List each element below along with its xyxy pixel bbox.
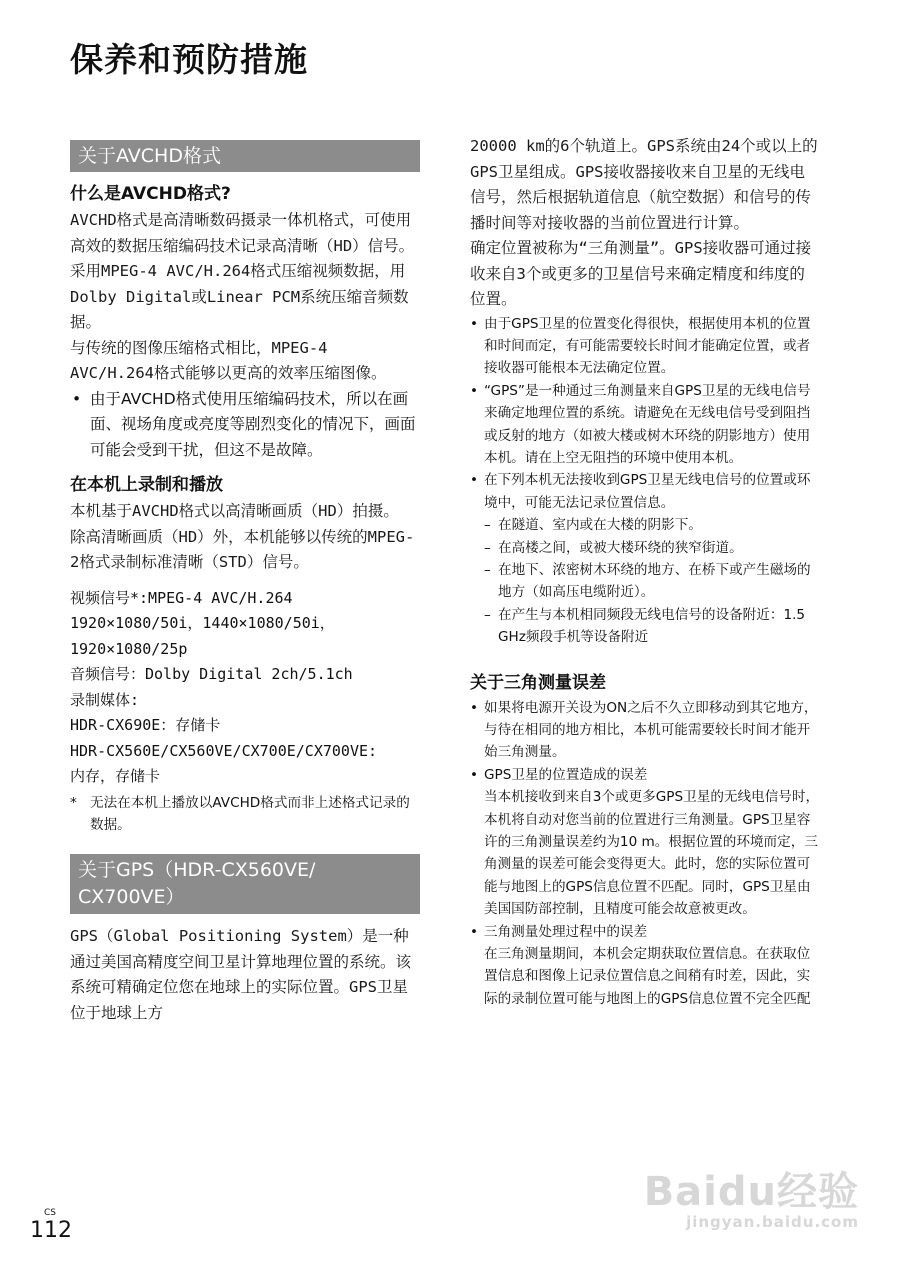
dash-item-underground bbox=[484, 559, 820, 604]
bullet-mark: • bbox=[470, 315, 479, 332]
page-number: 112 bbox=[30, 1218, 72, 1243]
bullet-gps-position-change bbox=[470, 313, 820, 380]
bullet-mark: • bbox=[72, 389, 82, 408]
bullet-title: 三角测量处理过程中的误差 bbox=[484, 923, 648, 940]
asterisk-mark: * bbox=[70, 794, 77, 811]
spec-video: 视频信号*:MPEG-4 AVC/H.264 bbox=[70, 588, 293, 607]
section-heading-avchd: 关于AVCHD格式 bbox=[70, 140, 420, 172]
paragraph-avchd-compare: 与传统的图像压缩格式相比，MPEG-4 AVC/H.264格式能够以更高的效率压缩图像。 bbox=[70, 338, 387, 382]
bullet-mark: • bbox=[470, 699, 479, 716]
paragraph-gps-intro: GPS（Global Positioning System）是一种通过美国高精度空间卫星计算地理位置的系统。该系统可精确定位您在地球上的实际位置。GPS卫星位于地球上方 bbox=[70, 927, 412, 1022]
paragraph-record-hd: 本机基于AVCHD格式以高清晰画质（HD）拍摄。 bbox=[70, 502, 399, 520]
dash-item-same-band bbox=[484, 604, 820, 649]
section-heading-gps-line2: CX700VE） bbox=[78, 886, 185, 909]
paragraph-avchd-intro: AVCHD格式是高清晰数码摄录一体机格式，可使用高效的数据压缩编码技术记录高清晰（HD）信号。采用MPEG-4 AVC/H.264格式压缩视频数据，用Dolby Digital或Linear PCM系统压缩音频数据。 bbox=[70, 211, 415, 331]
paragraph-gps-orbits: 20000 km的6个轨道上。GPS系统由24个或以上的GPS卫星组成。GPS接收器接收来自卫星的无线电信号，然后根据轨道信息（航空数据）和信号的传播时间等对接收器的当前位置进行计算。 bbox=[470, 137, 818, 232]
bullet-body: 在三角测量期间，本机会定期获取位置信息。在获取位置信息和图像上记录位置信息之间稍有时差，因此，实际的录制位置可能与地图上的GPS信息位置不完全匹配 bbox=[484, 946, 811, 1007]
dash-mark: – bbox=[484, 539, 491, 556]
bullet-error-power-on bbox=[470, 697, 820, 764]
bullet-mark: • bbox=[470, 382, 479, 399]
bullet-gps-no-signal bbox=[470, 469, 820, 514]
spec-resolution-2: 1920×1080/25p bbox=[70, 639, 188, 658]
bullet-error-satellite-position bbox=[470, 764, 820, 921]
baidu-watermark bbox=[644, 1160, 859, 1231]
footnote-text: 无法在本机上播放以AVCHD格式而非上述格式记录的数据。 bbox=[90, 794, 410, 833]
bullet-avchd-interference bbox=[70, 387, 420, 464]
bullet-text: 如果将电源开关设为ON之后不久立即移动到其它地方，与待在相同的地方相比，本机可能需要较长时间才能开始三角测量。 bbox=[484, 699, 818, 761]
footnote-avchd bbox=[70, 792, 420, 837]
subheading-record-playback: 在本机上录制和播放 bbox=[70, 475, 223, 495]
bullet-body: 当本机接收到来自3个或更多GPS卫星的无线电信号时，本机将自动对您当前的位置进行三角测量。GPS卫星容许的三角测量误差约为10 m。根据位置的环境而定，三角测量的误差可能会变得更大。此时，您的实际位置可能与地图上的GPS信息位置不匹配。同时，GPS卫星由美国国防部控制，且精度可能会故意被更改。 bbox=[484, 789, 820, 918]
left-column bbox=[70, 140, 420, 1026]
dash-item-tunnel bbox=[484, 514, 820, 536]
dash-mark: – bbox=[484, 606, 491, 623]
dash-text: 在隧道、室内或在大楼的阴影下。 bbox=[498, 517, 702, 534]
paragraph-triangulation: 确定位置被称为“三角测量”。GPS接收器可通过接收来自3个或更多的卫星信号来确定精度和纬度的位置。 bbox=[470, 239, 812, 308]
bullet-text: 在下列本机无法接收到GPS卫星无线电信号的位置或环境中，可能无法记录位置信息。 bbox=[484, 472, 811, 511]
dash-item-buildings bbox=[484, 537, 820, 559]
dash-mark: – bbox=[484, 561, 491, 578]
dash-mark: – bbox=[484, 517, 491, 534]
dash-text: 在地下、浓密树木环绕的地方、在桥下或产生磁场的地方（如高压电缆附近）。 bbox=[498, 561, 811, 601]
spec-media: 录制媒体: bbox=[70, 690, 140, 709]
watermark-url: jingyan.baidu.com bbox=[686, 1213, 859, 1231]
spec-media-1: HDR-CX690E：存储卡 bbox=[70, 716, 221, 734]
subheading-what-is-avchd: 什么是AVCHD格式? bbox=[70, 184, 231, 204]
bullet-gps-definition bbox=[470, 380, 820, 470]
paragraph-record-std: 除高清晰画质（HD）外，本机能够以传统的MPEG-2格式录制标准清晰（STD）信号。 bbox=[70, 527, 415, 571]
bullet-title: GPS卫星的位置造成的误差 bbox=[484, 766, 648, 783]
bullet-mark: • bbox=[470, 472, 479, 489]
page-language-code: CS bbox=[44, 1208, 56, 1218]
section-heading-gps-line1: 关于GPS（HDR-CX560VE/ bbox=[78, 859, 316, 882]
bullet-text: 由于GPS卫星的位置变化得很快，根据使用本机的位置和时间而定，有可能需要较长时间才能确定位置，或者接收器可能根本无法确定位置。 bbox=[484, 315, 811, 377]
bullet-mark: • bbox=[470, 766, 479, 783]
dash-list bbox=[470, 514, 820, 648]
bullet-text: “GPS”是一种通过三角测量来自GPS卫星的无线电信号来确定地理位置的系统。请避免在无线电信号受到阻挡或反射的地方（如被大楼或树木环绕的阴影地方）使用本机。请在上空无阻挡的环境中使用本机。 bbox=[484, 382, 811, 466]
page-title: 保养和预防措施 bbox=[70, 40, 308, 79]
bullet-mark: • bbox=[470, 923, 479, 940]
section-heading-gps bbox=[70, 854, 420, 914]
spec-audio: 音频信号：Dolby Digital 2ch/5.1ch bbox=[70, 665, 353, 683]
spec-block bbox=[70, 586, 420, 790]
bullet-error-processing bbox=[470, 921, 820, 1011]
dash-text: 在产生与本机相同频段无线电信号的设备附近：1.5 GHz频段手机等设备附近 bbox=[498, 606, 806, 646]
bullet-text: 由于AVCHD格式使用压缩编码技术，所以在画面、视场角度或亮度等剧烈变化的情况下，画面可能会受到干扰，但这不是故障。 bbox=[90, 389, 416, 459]
dash-text: 在高楼之间，或被大楼环绕的狭窄街道。 bbox=[498, 539, 743, 556]
subheading-triangulation-error: 关于三角测量误差 bbox=[470, 672, 606, 693]
spec-resolution-1: 1920×1080/50i，1440×1080/50i， bbox=[70, 614, 335, 632]
spec-media-3: 内存，存储卡 bbox=[70, 767, 161, 785]
spec-media-2: HDR-CX560E/CX560VE/CX700E/CX700VE: bbox=[70, 741, 378, 760]
right-column bbox=[470, 134, 820, 1010]
baidu-logo-icon: Baidu经验 bbox=[643, 1169, 859, 1215]
